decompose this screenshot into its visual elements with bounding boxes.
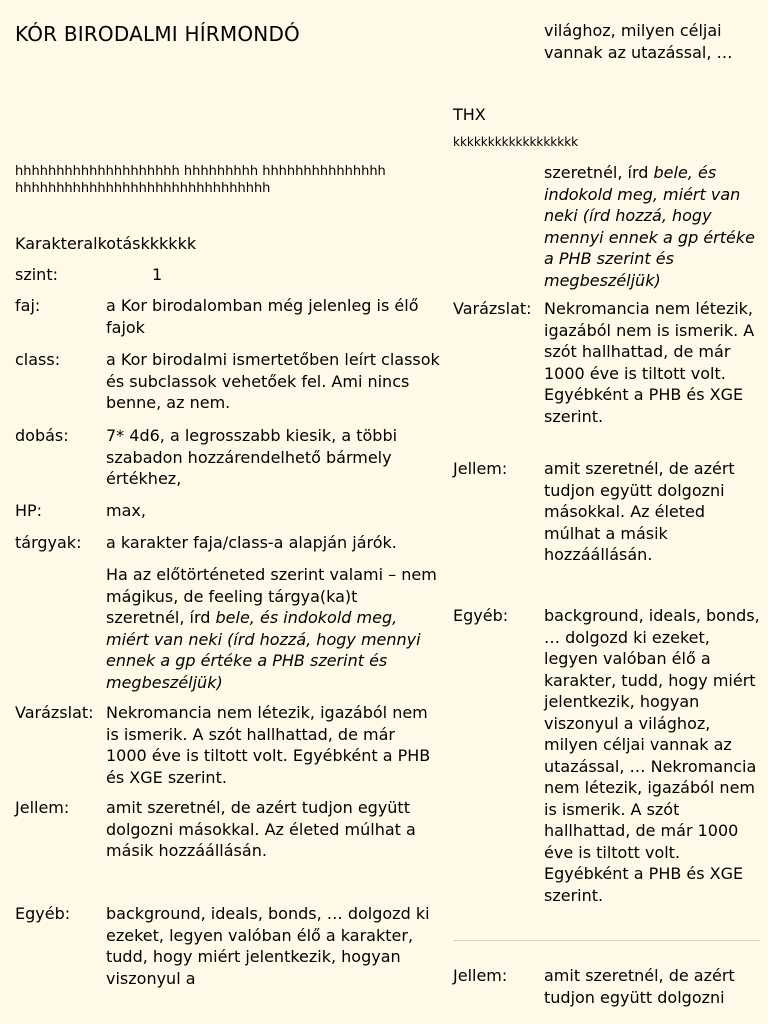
italic-note-prefix: szeretnél, írd bbox=[544, 163, 654, 182]
field-label-class: class: bbox=[15, 350, 61, 369]
field-value-faj: a Kor birodalomban még jelenleg is élő fajok bbox=[106, 296, 419, 337]
right-field-label-varazslat: Varázslat: bbox=[453, 299, 532, 318]
field-label-targyak: tárgyak: bbox=[15, 533, 82, 552]
filler-line-2: hhhhhhhhhhhhhhhhhhhhhhhhhhhhhhh bbox=[15, 181, 271, 196]
page-title: KÓR BIRODALMI HÍRMONDÓ bbox=[15, 22, 300, 46]
field-value-jellem: amit szeretnél, de azért tudjon együtt dolgozni másokkal. Az életed múlhat a másik hozzáállásán. bbox=[106, 798, 416, 860]
right-field-label-jellem-2: Jellem: bbox=[453, 966, 508, 985]
field-value-class: a Kor birodalmi ismertetőben leírt classok és subclassok vehetőek fel. Ami nincs benne, az nem. bbox=[106, 350, 440, 412]
field-value-targyak: a karakter faja/class-a alapján járók. bbox=[106, 533, 397, 552]
right-field-value-egyeb: background, ideals, bonds, … dolgozd ki ezeket, legyen valóban élő a karakter, tudd, hogy miért jelentkezik, hogyan viszonyul a világhoz, milyen céljai vannak az utazással, … Nekromancia nem létezik, igazából nem is ismerik. A szót hallhattad, de már 1000 éve is tiltott volt. Egyébként a PHB és XGE szerint. bbox=[544, 606, 760, 905]
field-value-dobas: 7* 4d6, a legrosszabb kiesik, a többi szabadon hozzárendelhető bármely értékhez, bbox=[106, 426, 398, 488]
continuation-text: világhoz, milyen céljai vannak az utazással, … bbox=[544, 21, 733, 62]
field-label-varazslat: Varázslat: bbox=[15, 703, 94, 722]
right-field-value-jellem-2: amit szeretnél, de azért tudjon együtt dolgozni bbox=[544, 966, 735, 1007]
field-label-jellem: Jellem: bbox=[15, 798, 70, 817]
field-label-faj: faj: bbox=[15, 296, 41, 315]
filler-line-1: hhhhhhhhhhhhhhhhhhhh hhhhhhhhh hhhhhhhhhhhhhhh bbox=[15, 164, 386, 179]
italic-note-text: bele, és indokold meg, miért van neki (írd hozzá, hogy mennyi ennek a gp értéke a PHB szerint és megbeszéljük) bbox=[544, 163, 755, 290]
field-label-dobas: dobás: bbox=[15, 426, 69, 445]
right-field-value-varazslat: Nekromancia nem létezik, igazából nem is ismerik. A szót hallhattad, de már 1000 éve is tiltott volt. Egyébként a PHB és XGE szerint. bbox=[544, 299, 755, 426]
field-value-targyak-extra bbox=[106, 564, 440, 693]
field-value-hp: max, bbox=[106, 501, 146, 520]
field-label-hp: HP: bbox=[15, 501, 43, 520]
section-heading: Karakteralkotáskkkkkk bbox=[15, 234, 197, 253]
italic-note bbox=[544, 162, 760, 291]
right-field-label-egyeb: Egyéb: bbox=[453, 606, 509, 625]
thx-text: THX bbox=[453, 105, 486, 124]
field-value-varazslat: Nekromancia nem létezik, igazából nem is ismerik. A szót hallhattad, de már 1000 éve is tiltott volt. Egyébként a PHB és XGE szerint. bbox=[106, 703, 431, 787]
section-divider bbox=[453, 940, 760, 941]
right-field-label-jellem: Jellem: bbox=[453, 459, 508, 478]
field-label-szint: szint: bbox=[15, 265, 58, 284]
targyak-extra-plain: Ha az előtörténeted szerint valami – nem mágikus, de feeling tárgya(ka)t szeretnél, írd bbox=[106, 565, 437, 627]
filler-k-text: kkkkkkkkkkkkkkkkkk bbox=[453, 135, 579, 149]
targyak-extra-italic: bele, és indokold meg, miért van neki (írd hozzá, hogy mennyi ennek a gp értéke a PHB szerint és megbeszéljük) bbox=[106, 608, 421, 692]
filler-text-block bbox=[15, 163, 440, 197]
field-label-egyeb: Egyéb: bbox=[15, 904, 71, 923]
right-field-value-jellem: amit szeretnél, de azért tudjon együtt dolgozni másokkal. Az életed múlhat a másik hozzáállásán. bbox=[544, 459, 735, 564]
field-value-szint: 1 bbox=[152, 265, 163, 284]
field-value-egyeb: background, ideals, bonds, … dolgozd ki ezeket, legyen valóban élő a karakter, tudd, hogy miért jelentkezik, hogyan viszonyul a bbox=[106, 904, 430, 988]
